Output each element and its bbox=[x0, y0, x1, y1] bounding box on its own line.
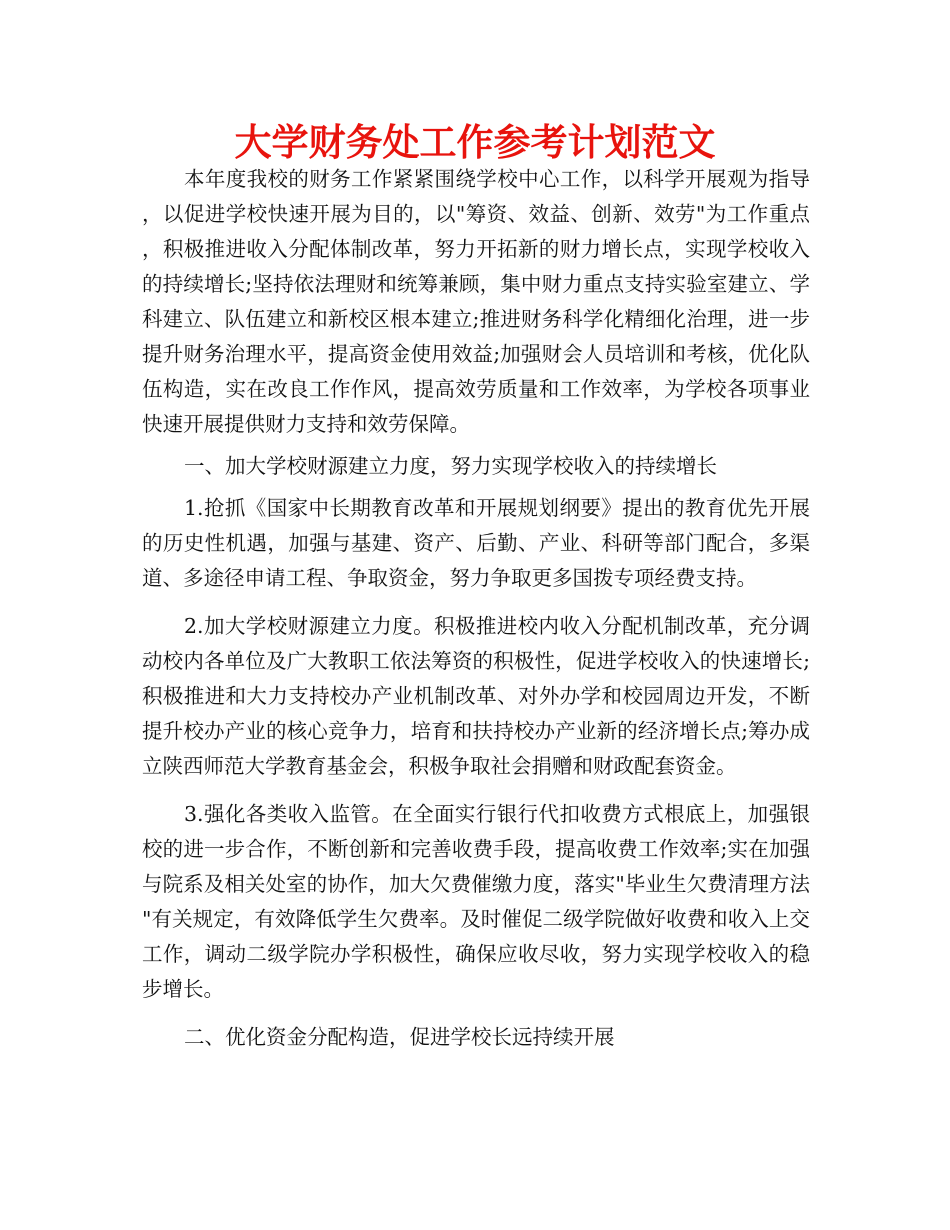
list-item-1: 1.抢抓《国家中长期教育改革和开展规划纲要》提出的教育优先开展的历史性机遇，加强与基建、资产、后勤、产业、科研等部门配合，多渠道、多途径申请工程、争取资金，努力争取更多国拨专项经费支持。 bbox=[142, 496, 810, 590]
list-item-3: 3.强化各类收入监管。在全面实行银行代扣收费方式根底上，加强银校的进一步合作，不断创新和完善收费手段，提高收费工作效率;实在加强与院系及相关处室的协作，加大欠费催缴力度，落实"毕业生欠费清理方法"有关规定，有效降低学生欠费率。及时催促二级学院做好收费和收入上交工作，调动二级学院办学积极性，确保应收尽收，努力实现学校收入的稳步增长。 bbox=[142, 802, 810, 1001]
document-body bbox=[142, 162, 810, 1055]
section-heading-2: 二、优化资金分配构造，促进学校长远持续开展 bbox=[184, 1025, 615, 1049]
list-item-2: 2.加大学校财源建立力度。积极推进校内收入分配机制改革，充分调动校内各单位及广大教职工依法筹资的积极性，促进学校收入的快速增长;积极推进和大力支持校办产业机制改革、对外办学和校园周边开发，不断提升校办产业的核心竞争力，培育和扶持校办产业新的经济增长点;筹办成立陕西师范大学教育基金会，积极争取社会捐赠和财政配套资金。 bbox=[142, 614, 810, 778]
section-heading-1: 一、加大学校财源建立力度，努力实现学校收入的持续增长 bbox=[184, 454, 717, 478]
intro-paragraph: 本年度我校的财务工作紧紧围绕学校中心工作，以科学开展观为指导，以促进学校快速开展为目的，以"筹资、效益、创新、效劳"为工作重点，积极推进收入分配体制改革，努力开拓新的财力增长点，实现学校收入的持续增长;坚持依法理财和统筹兼顾，集中财力重点支持实验室建立、学科建立、队伍建立和新校区根本建立;推进财务科学化精细化治理，进一步提升财务治理水平，提高资金使用效益;加强财会人员培训和考核，优化队伍构造，实在改良工作作风，提高效劳质量和工作效率，为学校各项事业快速开展提供财力支持和效劳保障。 bbox=[142, 167, 810, 436]
document-title: 大学财务处工作参考计划范文 bbox=[234, 121, 716, 164]
